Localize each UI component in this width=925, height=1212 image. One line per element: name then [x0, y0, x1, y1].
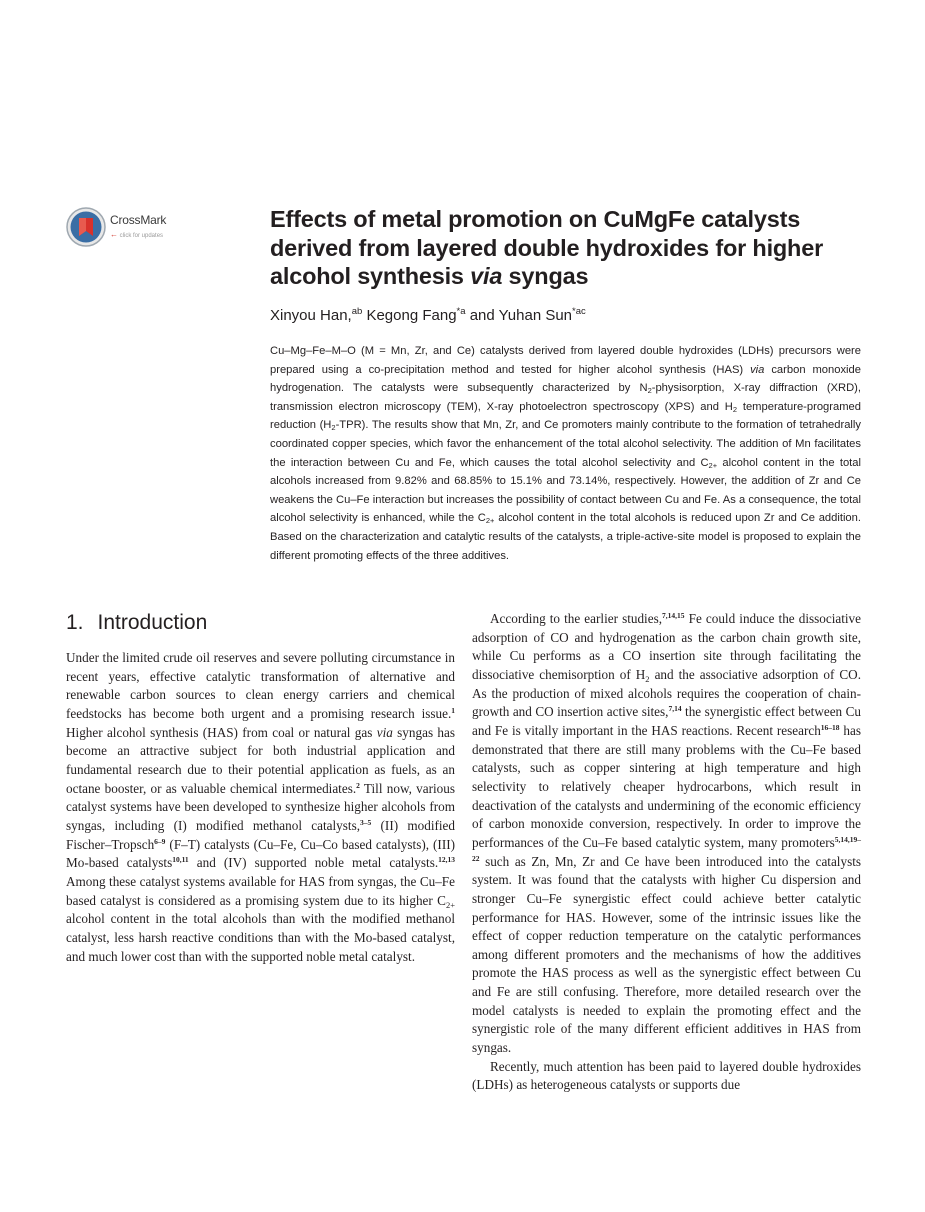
author-list — [270, 306, 586, 324]
author-name: Xinyou Han, — [270, 307, 352, 324]
paragraph: Recently, much attention has been paid to layered double hydroxides (LDHs) as heterogeneous catalysts or supports due — [472, 1058, 861, 1093]
paragraph: Under the limited crude oil reserves and severe polluting circumstance in recent years, effective catalytic transformation of alternative and renewable carbon sources to clean energy carriers and chemical feedstocks has become both urgent and a promising research issue.$^1$ Higher alcohol synthesis (HAS) from coal or natural gas via syngas has become an attractive subject for both industrial application and fundamental research due to their potential application as fuels, as an octane booster, or as valuable chemical intermediates.$^2$ Till now, various catalyst systems have been developed to synthesize higher alcohols from syngas, including (I) modified methanol catalysts,$^{3-5}$ (II) modified Fischer–Tropsch$^{6-9}$ (F–T) catalysts (Cu–Fe, Cu–Co based catalysts), (III) Mo-based catalysts$^{10,11}$ and (IV) supported noble metal catalysts.$^{12,13}$ Among these catalyst systems available for HAS from syngas, the Cu–Fe based catalyst is considered as a promising system due to its higher $C_{2+}$ alcohol content in the total alcohols than with the modified methanol catalyst, less harsh reactive conditions than with the Mo-based catalyst, and much lower cost than with the supported noble metal catalyst. — [66, 650, 455, 964]
citation-link[interactable]: 1 — [451, 705, 455, 715]
crossmark-logo-icon — [66, 207, 106, 247]
citation-link[interactable]: 7,14 — [668, 704, 682, 714]
author-name: Kegong Fang — [362, 307, 457, 324]
author-affiliation: *a — [456, 306, 466, 317]
author-name: and Yuhan Sun — [465, 307, 573, 324]
citation-link[interactable]: 10,11 — [172, 855, 189, 865]
author-affiliation: *ac — [572, 306, 586, 317]
section-number: 1. — [66, 611, 84, 634]
citation-link[interactable]: 16–18 — [820, 722, 840, 732]
abstract: Cu–Mg–Fe–M–O (M = Mn, Zr, and Ce) catalysts derived from layered double hydroxides (LDHs) precursors were prepared using a co-precipitation method and tested for higher alcohol synthesis (HAS) via carbon monoxide hydrogenation. The catalysts were subsequently characterized by $N_2$-physisorption, X-ray diffraction (XRD), transmission electron microscopy (TEM), X-ray photoelectron spectroscopy (XPS) and $H_2$ temperature-programed reduction $(H_2-TPR)$. The results show that Mn, Zr, and Ce promoters mainly contribute to the formation of tetrahedrally coordinated copper species, which favor the enhancement of the total alcohol selectivity. The addition of Mn facilitates the interaction between Cu and Fe, which causes the total alcohol selectivity and $C_{2+}$ alcohol content in the total alcohols increased from 9.82% and 68.85% to 15.1% and 73.14%, respectively. However, the addition of Zr and Ce weakens the Cu–Fe interaction but increases the possibility of contact between Cu and Fe. As a consequence, the total alcohol selectivity is enhanced, while the $C_{2+}$ alcohol content in the total alcohols is reduced upon Zr and Ce addition. Based on the characterization and catalytic results of the catalysts, a triple-active-site model is proposed to explain the different promoting effects of the three additives. — [270, 345, 862, 562]
paragraph: According to the earlier studies,$^{7,14,15}$ Fe could induce the dissociative adsorption of CO and hydrogenation as the carbon chain growth site, while Cu performs as a CO insertion site through facilitating the dissociative chemisorption of $H_2$ and the associative adsorption of CO. As the production of mixed alcohols requires the cooperation of chain-growth and CO insertion active sites,$^{7,14}$ the synergistic effect between Cu and Fe is vitally important in the HAS reactions. Recent research$^{16-18}$ has demonstrated that there are still many problems with the Cu–Fe based catalysts, such as copper sintering at high temperature and high selectivity to relatively cheaper hydrocarbons, which result in deactivation of the catalysts and undermining of the economic efficiency of carbon monoxide conversion, respectively. In order to improve the performances of the Cu–Fe based catalytic system, many promoters$^{5,14,19-22}$ such as Zn, Mn, Zr and Ce have been introduced into the catalysts system. It was found that the catalysts with higher Cu dispersion and stronger Cu–Fe synergistic effect could achieve better catalytic performance for HAS. However, some of the intrinsic issues like the effect of copper reduction temperature on the catalytic performances among different promoters and the mechanisms of how the additives promote the HAS process as well as the synergistic effect between Cu and Fe are still confusing. Therefore, more detailed research over the model catalysts is needed to explain the promoting effect and the synergistic role of the many different efficient additives in HAS from syngas. — [472, 611, 861, 1056]
article-title: Effects of metal promotion on CuMgFe catalysts derived from layered double hydroxides for higher alcohol synthesis via syngas — [270, 206, 824, 289]
citation-link[interactable]: 6–9 — [154, 836, 166, 846]
right-column — [472, 610, 861, 1095]
crossmark-label: CrossMark — [110, 213, 167, 227]
citation-link[interactable]: 2 — [356, 780, 360, 790]
citation-link[interactable]: 3–5 — [360, 817, 372, 827]
crossmark-sublabel: ← click for updates — [110, 230, 164, 239]
arrow-left-icon: ← — [110, 230, 118, 239]
author-affiliation: ab — [351, 306, 363, 317]
section-heading-introduction — [66, 611, 207, 635]
citation-link[interactable]: 7,14,15 — [662, 611, 685, 620]
crossmark-badge[interactable] — [66, 207, 176, 249]
section-title: Introduction — [97, 611, 208, 634]
citation-link[interactable]: 12,13 — [438, 855, 455, 865]
left-column — [66, 649, 455, 966]
citation-link[interactable]: 5,14,19–22 — [472, 834, 861, 863]
